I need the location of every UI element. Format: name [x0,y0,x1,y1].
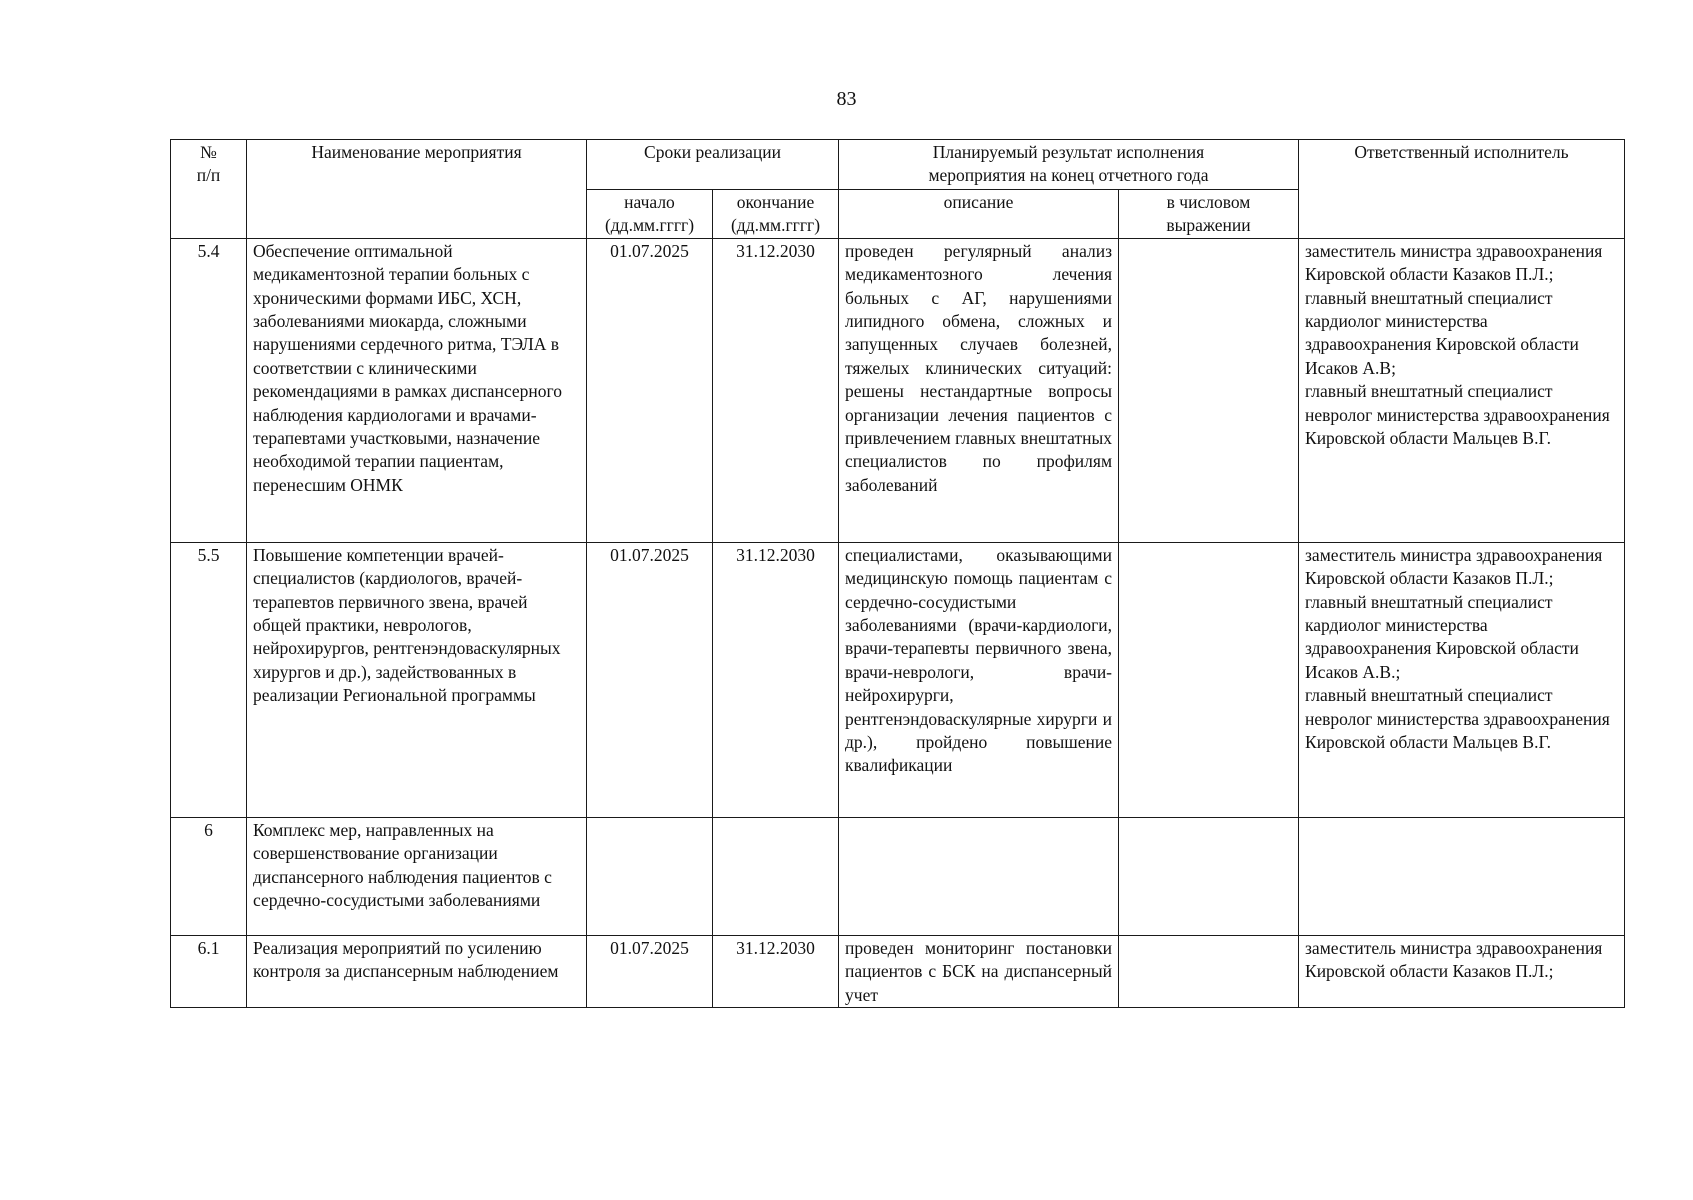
header-name: Наименование мероприятия [247,140,587,239]
table-row [171,542,1625,817]
row-numeric [1119,817,1299,935]
header-start: начало (дд.мм.гггг) [587,190,713,239]
table-row [171,238,1625,542]
row-end: 31.12.2030 [713,935,839,1007]
row-num: 5.5 [171,542,247,817]
header-num: № п/п [171,140,247,239]
header-terms: Сроки реализации [587,140,839,190]
row-name: Обеспечение оптимальной медикаментозной терапии больных с хроническими формами ИБС, ХСН, заболеваниями миокарда, сложными нарушениями сердечного ритма, ТЭЛА в соответствии с клиническими рекомендациями в рамках диспансерного наблюдения кардиологами и врачами-терапевтами участковыми, назначение необходимой терапии пациентам, перенесшим ОНМК [247,238,587,542]
row-description: специалистами, оказывающими медицинскую помощь пациентам с сердечно-сосудистыми заболеваниями (врачи-кардиологи, врачи-терапевты первичного звена, врачи-неврологи, врачи-нейрохирурги, рентгенэндоваскулярные хирурги и др.), пройдено повышение квалификации [839,542,1119,817]
row-start [587,817,713,935]
header-result: Планируемый результат исполнения мероприятия на конец отчетного года [839,140,1299,190]
row-numeric [1119,935,1299,1007]
row-num: 6 [171,817,247,935]
row-description: проведен регулярный анализ медикаментозного лечения больных с АГ, нарушениями липидного обмена, сложных и запущенных случаев болезней, тяжелых клинических ситуаций: решены нестандартные вопросы организации лечения пациентов с привлечением главных внештатных специалистов по профилям заболеваний [839,238,1119,542]
row-name: Комплекс мер, направленных на совершенствование организации диспансерного наблюдения пациентов с сердечно-сосудистыми заболеваниями [247,817,587,935]
header-responsible: Ответственный исполнитель [1299,140,1625,239]
row-numeric [1119,542,1299,817]
row-end: 31.12.2030 [713,542,839,817]
row-responsible: заместитель министра здравоохранения Кировской области Казаков П.Л.; главный внештатный специалист кардиолог министерства здравоохранения Кировской области Исаков А.В.; главный внештатный специалист невролог министерства здравоохранения Кировской области Мальцев В.Г. [1299,542,1625,817]
activities-table [170,139,1625,1008]
row-start: 01.07.2025 [587,238,713,542]
table-row [171,935,1625,1007]
row-responsible [1299,817,1625,935]
page-number: 83 [836,88,857,110]
header-numeric: в числовом выражении [1119,190,1299,239]
header-description: описание [839,190,1119,239]
row-num: 6.1 [171,935,247,1007]
table-row [171,817,1625,935]
row-responsible: заместитель министра здравоохранения Кировской области Казаков П.Л.; [1299,935,1625,1007]
row-responsible: заместитель министра здравоохранения Кировской области Казаков П.Л.; главный внештатный специалист кардиолог министерства здравоохранения Кировской области Исаков А.В; главный внештатный специалист невролог министерства здравоохранения Кировской области Мальцев В.Г. [1299,238,1625,542]
row-numeric [1119,238,1299,542]
header-end: окончание (дд.мм.гггг) [713,190,839,239]
row-name: Повышение компетенции врачей-специалистов (кардиологов, врачей-терапевтов первичного звена, врачей общей практики, неврологов, нейрохирургов, рентгенэндоваскулярных хирургов и др.), задействованных в реализации Региональной программы [247,542,587,817]
row-end [713,817,839,935]
row-description [839,817,1119,935]
row-start: 01.07.2025 [587,935,713,1007]
row-start: 01.07.2025 [587,542,713,817]
row-description: проведен мониторинг постановки пациентов с БСК на диспансерный учет [839,935,1119,1007]
row-num: 5.4 [171,238,247,542]
row-end: 31.12.2030 [713,238,839,542]
row-name: Реализация мероприятий по усилению контроля за диспансерным наблюдением [247,935,587,1007]
